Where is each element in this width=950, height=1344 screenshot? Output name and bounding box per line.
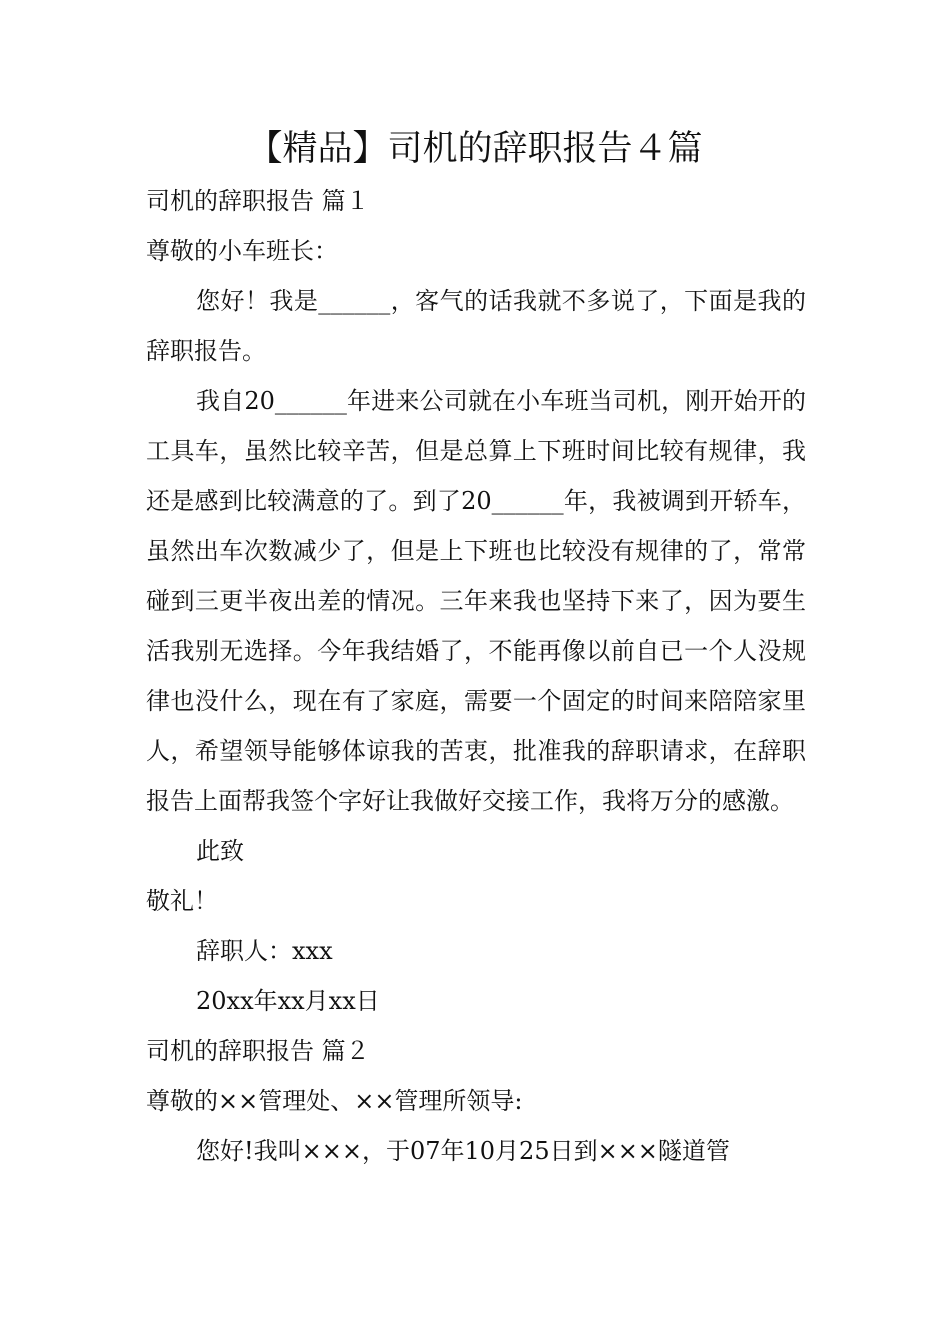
salutation: 尊敬的小车班长： (146, 237, 338, 265)
signature: 辞职人：xxx (196, 937, 333, 965)
paragraph: 您好!我叫×××，于07年10月25日到×××隧道管 (196, 1137, 730, 1165)
section-heading: 司机的辞职报告 篇２ (146, 1037, 370, 1065)
closing-line: 此致 (196, 837, 244, 865)
paragraph: 我自20______年进来公司就在小车班当司机，刚开始开的工具车，虽然比较辛苦，但是总算上下班时间比较有规律，我还是感到比较满意的了。到了20______年，我被调到开轿车，虽然出车次数减少了，但是上下班也比较没有规律的了，常常碰到三更半夜出差的情况。三年来我也坚持下来了，因为要生活我别无选择。今年我结婚了，不能再像以前自已一个人没规律也没什么，现在有了家庭，需要一个固定的时间来陪陪家里人，希望领导能够体谅我的苦衷，批准我的辞职请求，在辞职报告上面帮我签个字好让我做好交接工作，我将万分的感激。 (146, 387, 806, 815)
document-body (146, 176, 806, 1176)
date: 20xx年xx月xx日 (196, 987, 380, 1015)
paragraph: 您好！我是______，客气的话我就不多说了，下面是我的辞职报告。 (146, 287, 806, 365)
document-title: 【精品】司机的辞职报告４篇 (247, 129, 703, 169)
closing-regards: 敬礼！ (146, 887, 218, 915)
section-heading: 司机的辞职报告 篇１ (146, 187, 370, 215)
salutation: 尊敬的××管理处、××管理所领导: (146, 1087, 523, 1115)
